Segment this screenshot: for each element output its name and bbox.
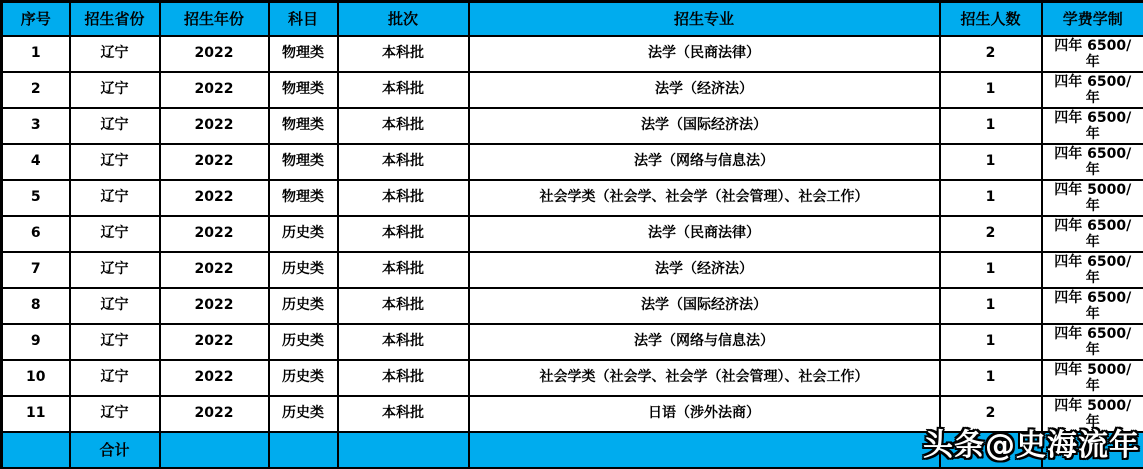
table-row [2,36,1143,72]
table-cell: 1 [940,324,1042,360]
table-cell: 四年 6500/年 [1042,72,1143,108]
table-row [2,72,1143,108]
footer-cell [2,432,70,469]
table-cell: 社会学类（社会学、社会学（社会管理）、社会工作） [469,180,940,216]
table-cell: 2022 [160,288,269,324]
header-row [2,2,1143,36]
table-cell: 8 [2,288,70,324]
table-cell: 本科批 [338,108,469,144]
table-cell: 1 [940,180,1042,216]
table-cell: 本科批 [338,72,469,108]
footer-cell [469,432,940,469]
table-cell: 辽宁 [70,360,160,396]
table-row [2,360,1143,396]
table-cell: 辽宁 [70,396,160,432]
table-row [2,288,1143,324]
table-cell: 2022 [160,180,269,216]
table-row [2,216,1143,252]
table-cell: 辽宁 [70,72,160,108]
table-cell: 四年 5000/年 [1042,180,1143,216]
table-cell: 2022 [160,216,269,252]
table-cell: 四年 5000/年 [1042,360,1143,396]
table-cell: 1 [940,360,1042,396]
table-cell: 四年 6500/年 [1042,216,1143,252]
table-cell: 2 [2,72,70,108]
table-cell: 11 [2,396,70,432]
table-cell: 2022 [160,396,269,432]
table-cell: 辽宁 [70,252,160,288]
column-header: 批次 [338,2,469,36]
table-cell: 四年 6500/年 [1042,324,1143,360]
table-cell: 历史类 [269,360,338,396]
table-cell: 历史类 [269,396,338,432]
table-cell: 1 [940,288,1042,324]
footer-cell [338,432,469,469]
table-cell: 本科批 [338,288,469,324]
table-cell: 历史类 [269,216,338,252]
table-cell: 辽宁 [70,216,160,252]
table-cell: 四年 6500/年 [1042,144,1143,180]
table-cell: 物理类 [269,180,338,216]
table-cell: 本科批 [338,252,469,288]
table-cell: 法学（经济法） [469,252,940,288]
column-header: 序号 [2,2,70,36]
table-cell: 1 [2,36,70,72]
table-cell: 2022 [160,324,269,360]
table-cell: 9 [2,324,70,360]
table-cell: 1 [940,252,1042,288]
table-row [2,108,1143,144]
table-cell: 四年 5000/年 [1042,396,1143,432]
table-cell: 物理类 [269,144,338,180]
table-cell: 2022 [160,36,269,72]
table-cell: 6 [2,216,70,252]
table-cell: 法学（经济法） [469,72,940,108]
table-row [2,144,1143,180]
column-header: 科目 [269,2,338,36]
column-header: 招生专业 [469,2,940,36]
table-cell: 10 [2,360,70,396]
table-cell: 1 [940,108,1042,144]
table-cell: 法学（国际经济法） [469,288,940,324]
table-cell: 2022 [160,252,269,288]
table-cell: 历史类 [269,288,338,324]
table-cell: 2 [940,396,1042,432]
table-cell: 四年 6500/年 [1042,288,1143,324]
table-cell: 物理类 [269,72,338,108]
column-header: 招生年份 [160,2,269,36]
table-cell: 7 [2,252,70,288]
table-cell: 辽宁 [70,108,160,144]
table-cell: 3 [2,108,70,144]
table-cell: 历史类 [269,324,338,360]
table-cell: 辽宁 [70,288,160,324]
table-cell: 法学（网络与信息法） [469,144,940,180]
table-cell: 2022 [160,72,269,108]
table-body [2,36,1143,432]
table-row [2,252,1143,288]
watermark: 头条@史海流年 [923,428,1140,463]
table-cell: 1 [940,144,1042,180]
table-cell: 2022 [160,360,269,396]
table-cell: 本科批 [338,360,469,396]
footer-cell [160,432,269,469]
table-row [2,180,1143,216]
table-cell: 本科批 [338,144,469,180]
table-cell: 本科批 [338,216,469,252]
table-cell: 2 [940,216,1042,252]
table-cell: 2022 [160,144,269,180]
table-cell: 2 [940,36,1042,72]
column-header: 招生人数 [940,2,1042,36]
table-cell: 4 [2,144,70,180]
column-header: 招生省份 [70,2,160,36]
table-cell: 辽宁 [70,180,160,216]
table-cell: 本科批 [338,180,469,216]
table-cell: 社会学类（社会学、社会学（社会管理）、社会工作） [469,360,940,396]
table-cell: 本科批 [338,36,469,72]
table-cell: 物理类 [269,108,338,144]
table-cell: 法学（国际经济法） [469,108,940,144]
table-cell: 辽宁 [70,324,160,360]
table-cell: 四年 6500/年 [1042,252,1143,288]
table-cell: 5 [2,180,70,216]
table-cell: 本科批 [338,324,469,360]
table-cell: 历史类 [269,252,338,288]
footer-total-label: 合计 [70,432,160,469]
table-cell: 2022 [160,108,269,144]
table-cell: 日语（涉外法商） [469,396,940,432]
table-cell: 本科批 [338,396,469,432]
footer-cell [269,432,338,469]
table-cell: 四年 6500/年 [1042,108,1143,144]
table-cell: 辽宁 [70,36,160,72]
table-cell: 法学（民商法律） [469,216,940,252]
table-cell: 物理类 [269,36,338,72]
table-cell: 四年 6500/年 [1042,36,1143,72]
table-row [2,324,1143,360]
column-header: 学费学制 [1042,2,1143,36]
table-cell: 辽宁 [70,144,160,180]
table-cell: 法学（民商法律） [469,36,940,72]
table-cell: 1 [940,72,1042,108]
table-cell: 法学（网络与信息法） [469,324,940,360]
